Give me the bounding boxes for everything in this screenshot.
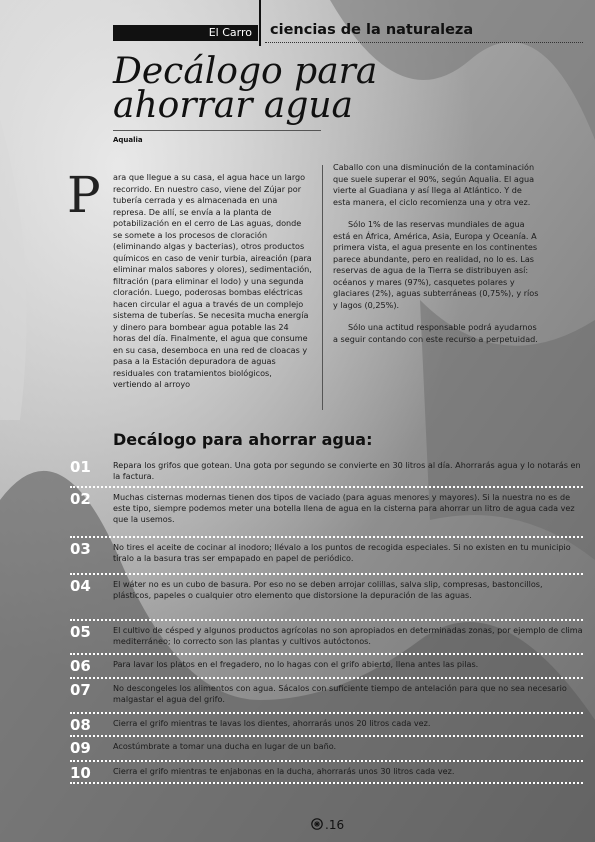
item-separator	[70, 760, 583, 762]
item-number: 01	[70, 458, 91, 476]
paragraph: Sólo una actitud responsable podrá ayudarnos a seguir contando con este recurso a perpetuidad.	[333, 322, 538, 344]
section-title: ciencias de la naturaleza	[270, 22, 474, 38]
title-line-1: Decálogo para	[113, 51, 378, 92]
item-separator	[70, 653, 583, 655]
item-number: 04	[70, 577, 91, 595]
item-text: Repara los grifos que gotean. Una gota por segundo se convierte en 30 litros al día. Ahorrarás agua y lo notarás en la factura.	[113, 460, 581, 482]
item-number: 07	[70, 681, 91, 699]
item-number: 02	[70, 490, 91, 508]
item-text: Cierra el grifo mientras te lavas los dientes, ahorrarás unos 20 litros cada vez.	[113, 718, 431, 728]
item-text: Cierra el grifo mientras te enjabonas en la ducha, ahorrarás unos 30 litros cada vez.	[113, 766, 455, 776]
drop-cap: P	[67, 166, 101, 224]
item-text: No descongeles los alimentos con agua. Sácalos con suficiente tiempo de antelación para que no sea necesario malgastar el agua del grifo.	[113, 683, 567, 705]
body-column-2	[333, 162, 540, 356]
item-number: 10	[70, 764, 91, 782]
author: Aqualia	[113, 136, 143, 144]
item-number: 09	[70, 739, 91, 757]
header-rule	[265, 42, 583, 43]
item-separator	[70, 536, 583, 538]
paragraph: Caballo con una disminución de la contaminación que suele superar el 90%, según Aqualia. El agua vierte al Guadiana y así llega al Atlántico. Y de esta manera, el ciclo recomienza una y otra vez.	[333, 162, 535, 207]
page-number: .16	[325, 818, 345, 832]
item-text: Muchas cisternas modernas tienen dos tipos de vaciado (para aguas menores y mayores). Si la nuestra no es de este tipo, siempre podemos meter una botella llena de agua en la cisterna para ahorrar un litro de agua cada vez que la usemos.	[113, 492, 575, 525]
article-title	[113, 51, 378, 126]
body-column-1: ara que llegue a su casa, el agua hace un largo recorrido. En nuestro caso, viene del Zújar por tubería cerrada y es almacenada en una represa. De allí, se envía a la planta de potabilización en el cerro de Las aguas, donde se somete a los procesos de cloración (eliminando algas y bacterias), otros productos químicos en caso de venir turbia, aireación (para eliminar malos sabores y olores), sedimentación, filtración (para eliminar el lodo) y una segunda cloración. Luego, poderosas bombas eléctricas hacen circular el agua a través de un complejo sistema de tuberías. Se necesita mucha energía y dinero para bombear agua potable las 24 horas del día. Finalmente, el agua que consume en su casa, desemboca en una red de cloacas y pasa a la Estación depuradora de aguas residuales con tratamientos biológicos, vertiendo al arroyo	[113, 172, 312, 389]
item-text: No tires el aceite de cocinar al inodoro; llévalo a los puntos de recogida especiales. Si no existen en tu municipio tíralo a la basura tras ser empapado en papel de periódico.	[113, 542, 571, 564]
item-number: 05	[70, 623, 91, 641]
item-separator	[70, 735, 583, 737]
item-separator	[70, 619, 583, 621]
item-separator	[70, 677, 583, 679]
item-number: 06	[70, 657, 91, 675]
logo-icon	[311, 818, 323, 830]
item-text: Para lavar los platos en el fregadero, no lo hagas con el grifo abierto, llena antes las pilas.	[113, 659, 479, 669]
title-line-2: ahorrar agua	[113, 85, 354, 126]
item-separator	[70, 573, 583, 575]
item-text: El wáter no es un cubo de basura. Por eso no se deben arrojar colillas, salva slip, compresas, bastoncillos, plásticos, papeles o cualquier otro elemento que distorsione la depuración de las aguas.	[113, 579, 543, 601]
item-separator	[70, 782, 583, 784]
item-text: El cultivo de césped y algunos productos agrícolas no son apropiados en determinadas zonas, por ejemplo de clima mediterráneo; lo correcto son las plantas y cultivos autóctonos.	[113, 625, 583, 647]
magazine-tag: El Carro	[113, 25, 258, 41]
column-divider	[322, 165, 323, 410]
item-number: 08	[70, 716, 91, 734]
item-number: 03	[70, 540, 91, 558]
item-separator	[70, 486, 583, 488]
item-separator	[70, 712, 583, 714]
header-divider	[259, 0, 261, 46]
decalogue-title: Decálogo para ahorrar agua:	[113, 430, 373, 449]
paragraph: Sólo 1% de las reservas mundiales de agua está en África, América, Asia, Europa y Oceanía. A primera vista, el agua presente en los continentes parece abundante, pero en realidad, no lo es. Las reservas de agua de la Tierra se distribuyen así: océanos y mares (97%), casquetes polares y glaciares (2%), aguas subterráneas (0,75%), y ríos y lagos (0,25%).	[333, 219, 539, 310]
item-text: Acostúmbrate a tomar una ducha en lugar de un baño.	[113, 741, 337, 751]
title-rule	[113, 130, 321, 131]
